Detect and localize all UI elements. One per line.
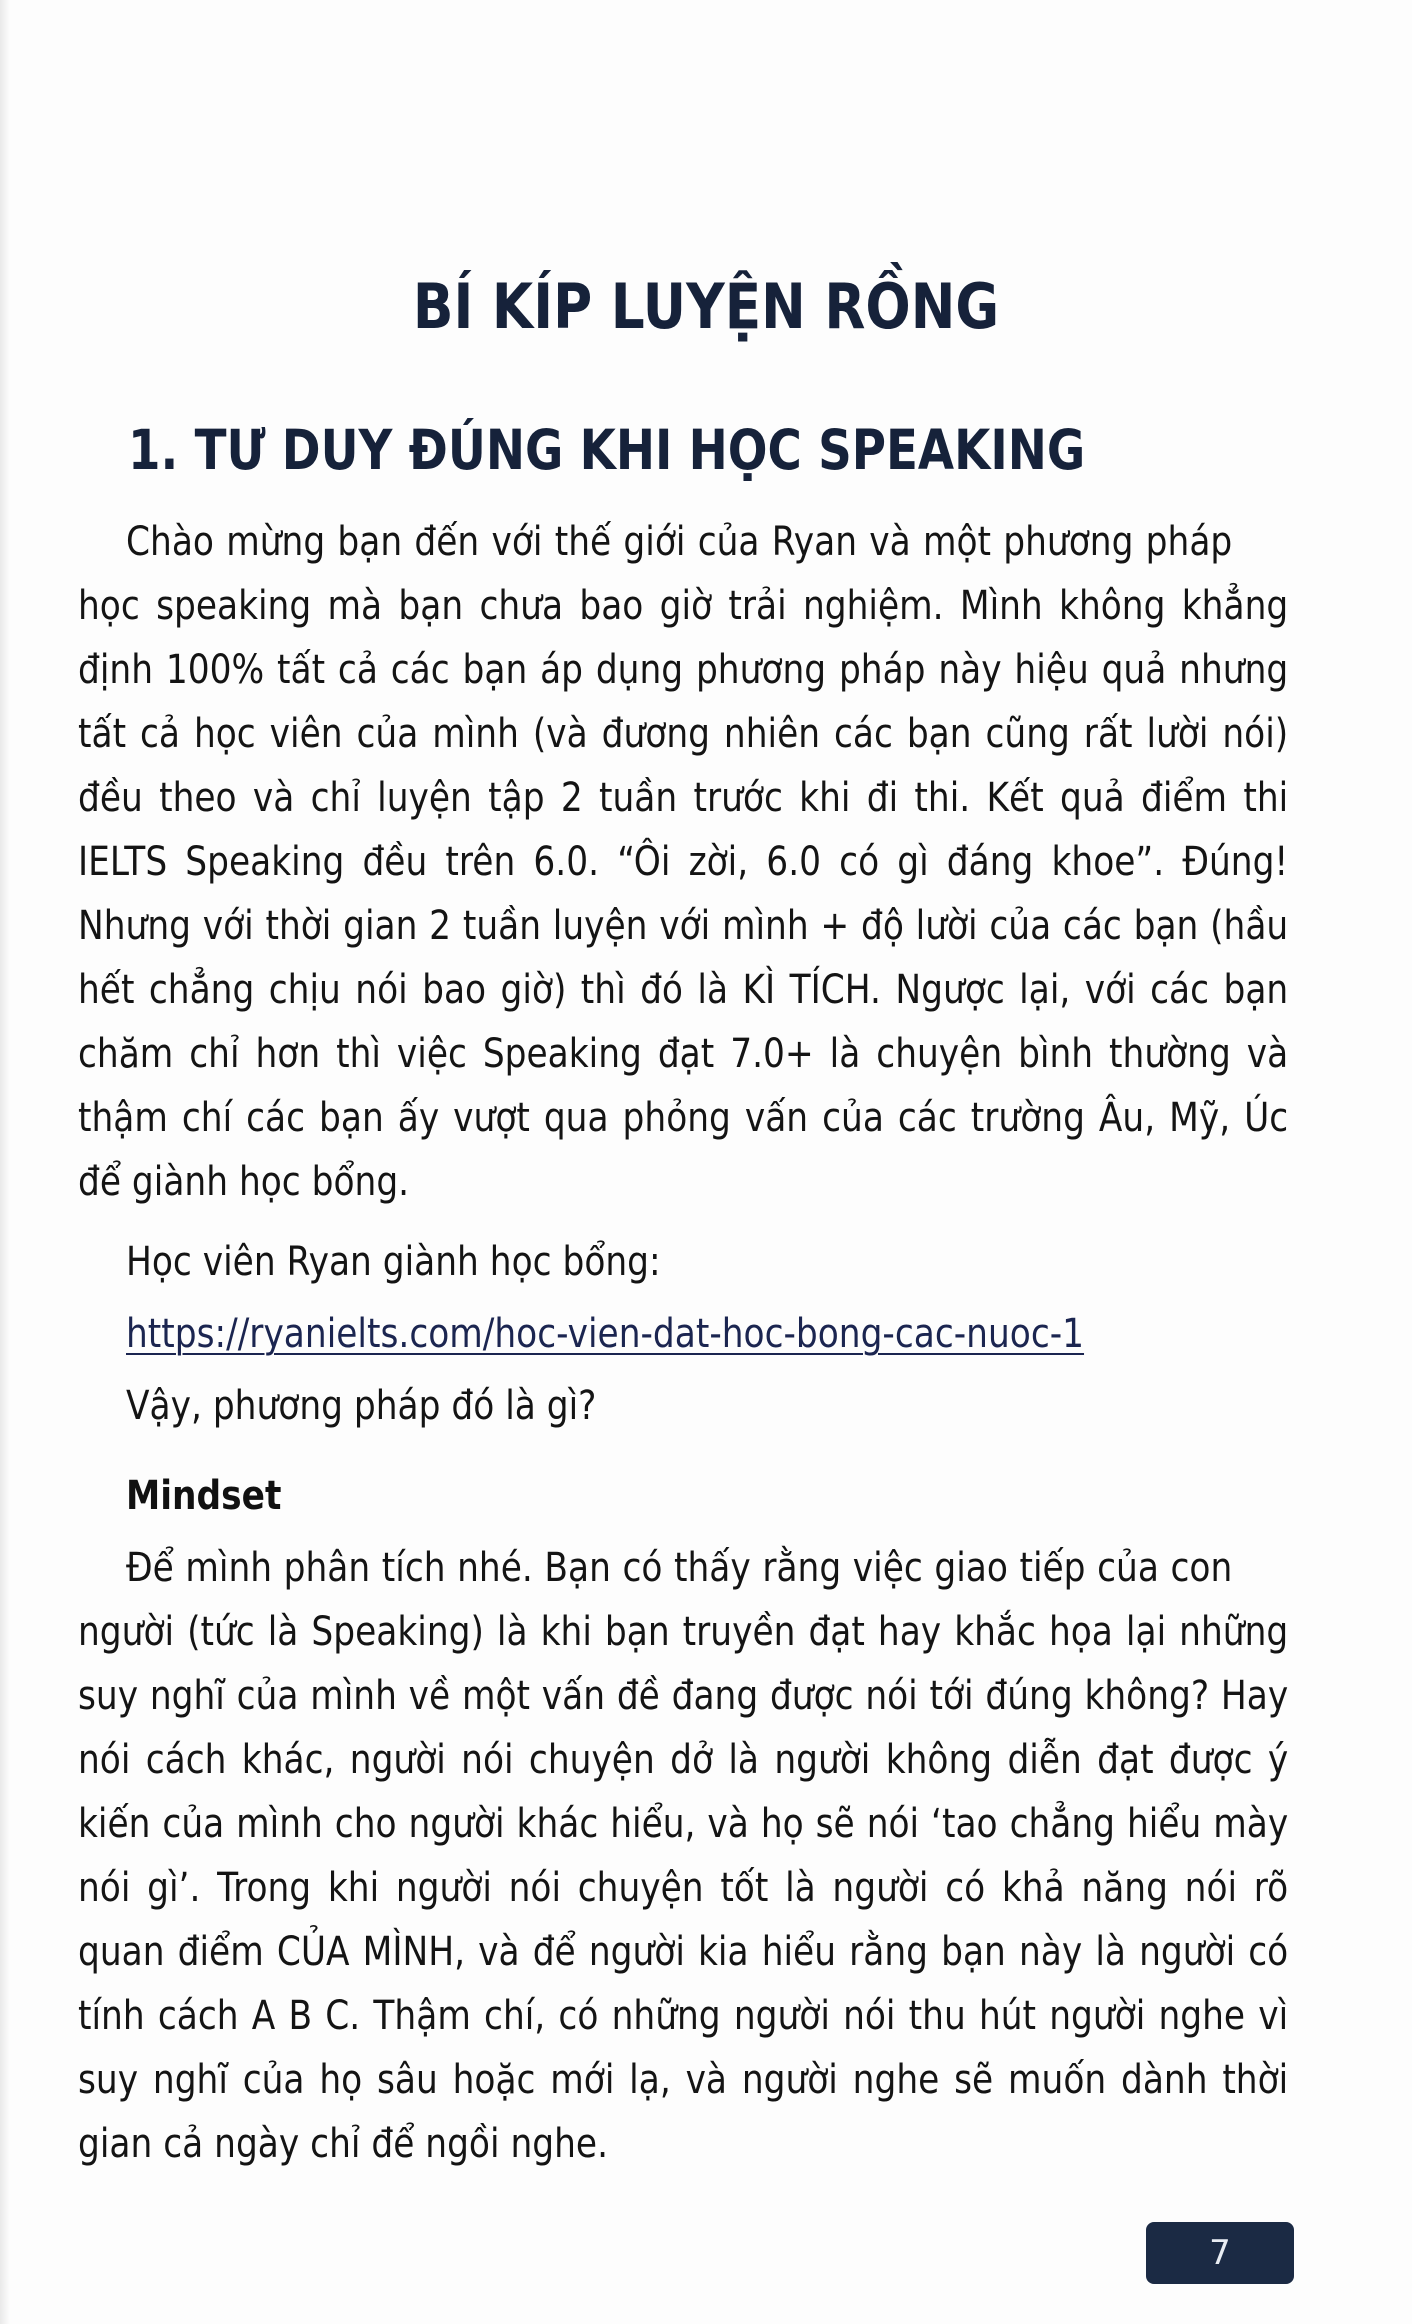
- paragraph-line: Chào mừng bạn đến với thế giới của Ryan và một phương pháp: [126, 519, 1233, 565]
- paragraph-line: đều theo và chỉ luyện tập 2 tuần trước khi đi thi. Kết quả điểm thi: [78, 775, 1289, 821]
- paragraph-line: chăm chỉ hơn thì việc Speaking đạt 7.0+ là chuyện bình thường và: [78, 1031, 1289, 1077]
- paragraph-line: định 100% tất cả các bạn áp dụng phương pháp này hiệu quả nhưng: [78, 647, 1289, 693]
- paragraph-line: gian cả ngày chỉ để ngồi nghe.: [78, 2121, 609, 2167]
- paragraph-line: tất cả học viên của mình (và đương nhiên các bạn cũng rất lười nói): [78, 711, 1289, 757]
- paragraph-line: quan điểm CỦA MÌNH, và để người kia hiểu rằng bạn này là người có: [78, 1929, 1289, 1975]
- paragraph-line: suy nghĩ của họ sâu hoặc mới lạ, và người nghe sẽ muốn dành thời: [78, 2057, 1289, 2103]
- mindset-subheading: Mindset: [126, 1473, 282, 1519]
- section-title: 1. TƯ DUY ĐÚNG KHI HỌC SPEAKING: [128, 418, 1086, 482]
- question-text: Vậy, phương pháp đó là gì?: [126, 1383, 597, 1429]
- paragraph-line: hết chẳng chịu nói bao giờ) thì đó là KÌ TÍCH. Ngược lại, với các bạn: [78, 967, 1289, 1013]
- paragraph-line: suy nghĩ của mình về một vấn đề đang được nói tới đúng không? Hay: [78, 1673, 1289, 1719]
- scholarship-link[interactable]: https://ryanielts.com/hoc-vien-dat-hoc-bong-cac-nuoc-1: [126, 1311, 1085, 1357]
- scan-edge-shadow: [0, 0, 10, 2324]
- scholarship-label: Học viên Ryan giành học bổng:: [126, 1239, 661, 1285]
- paragraph-line: người (tức là Speaking) là khi bạn truyền đạt hay khắc họa lại những: [78, 1609, 1289, 1655]
- paragraph-line: thậm chí các bạn ấy vượt qua phỏng vấn của các trường Âu, Mỹ, Úc: [78, 1095, 1289, 1141]
- scholarship-link-line: [126, 1302, 1084, 1366]
- page-number-badge: 7: [1146, 2222, 1294, 2284]
- paragraph-line: kiến của mình cho người khác hiểu, và họ sẽ nói ‘tao chẳng hiểu mày: [78, 1801, 1289, 1847]
- paragraph-line: để giành học bổng.: [78, 1159, 410, 1205]
- paragraph-line: Nhưng với thời gian 2 tuần luyện với mình + độ lười của các bạn (hầu: [78, 903, 1289, 949]
- intro-paragraph: [78, 510, 1288, 1214]
- paragraph-line: nói cách khác, người nói chuyện dở là người không diễn đạt được ý: [78, 1737, 1289, 1783]
- paragraph-line: IELTS Speaking đều trên 6.0. “Ôi zời, 6.0 có gì đáng khoe”. Đúng!: [78, 839, 1289, 885]
- mindset-paragraph: [78, 1536, 1288, 2176]
- paragraph-line: tính cách A B C. Thậm chí, có những người nói thu hút người nghe vì: [78, 1993, 1289, 2039]
- paragraph-line: Để mình phân tích nhé. Bạn có thấy rằng việc giao tiếp của con: [126, 1545, 1233, 1591]
- paragraph-line: nói gì’. Trong khi người nói chuyện tốt là người có khả năng nói rõ: [78, 1865, 1289, 1911]
- chapter-title: BÍ KÍP LUYỆN RỒNG: [412, 270, 1000, 343]
- paragraph-line: học speaking mà bạn chưa bao giờ trải nghiệm. Mình không khẳng: [78, 583, 1289, 629]
